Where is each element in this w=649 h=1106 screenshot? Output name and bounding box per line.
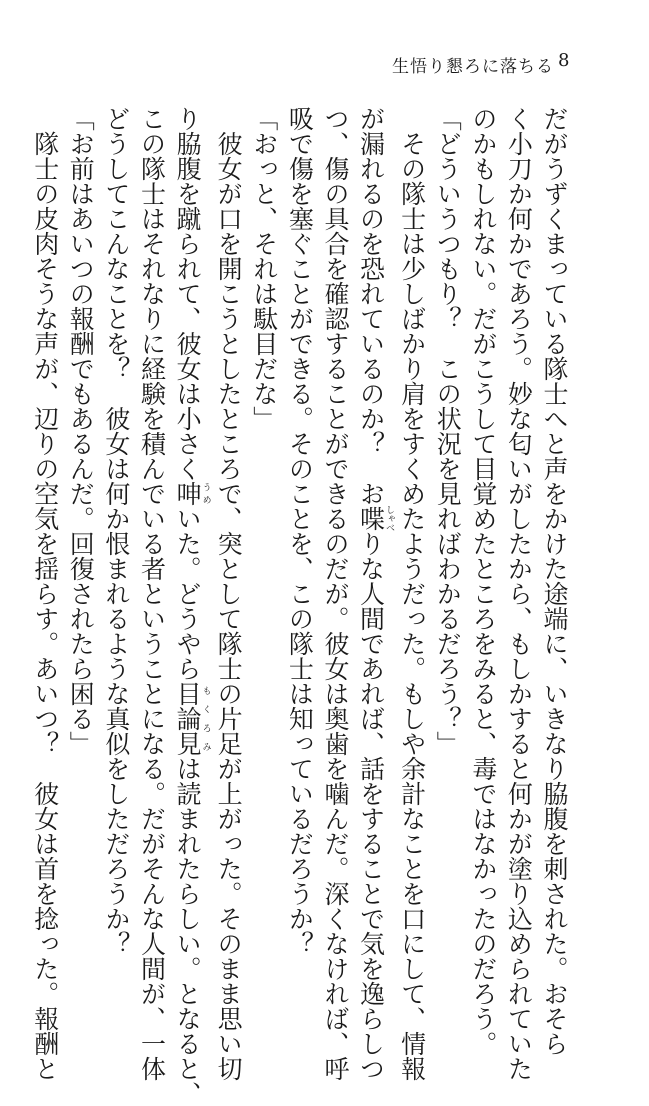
body-line: のかもしれない。だがこうして目覚めたところをみると、毒ではなかったのだろう。 [468, 106, 498, 1056]
ruby-reading: うめ [200, 481, 211, 506]
body-line-segment: が漏れるのを恐れているのか？ お [356, 106, 386, 506]
body-line: 「おっと、それは駄目だな」 [249, 106, 279, 431]
running-header [0, 50, 649, 80]
body-line: だがうずくまっている隊士へと声をかけた途端に、いきなり脇腹を刺された。おそら [540, 106, 569, 1056]
body-line: その隊士は少しばかり肩をすくめたようだった。もしや余計なことを口にして、情報 [397, 131, 427, 1081]
ruby-word: 目論見もくろみ [173, 681, 211, 756]
page-number: 8 [558, 50, 570, 71]
ruby-reading: もくろみ [200, 681, 211, 756]
body-line: 「お前はあいつの報酬でもあるんだ。回復されたら困る」 [66, 106, 96, 756]
body-line: く小刀か何かであろう。妙な匂いがしたから、もしかすると何かが塗り込められていた [504, 106, 534, 1081]
body-line-segment: は読まれたらしい。となると、 [173, 756, 203, 1106]
body-line: この隊士はそれなりに経験を積んでいる者ということになる。だがそんな人間が、一体 [137, 106, 167, 1081]
body-text [30, 106, 572, 1106]
body-line-segment: りな人間であれば、話をすることで気を逸らしつ [356, 531, 386, 1081]
body-line: 吸で傷を塞ぐことができる。そのことを、この隊士は知っているだろうか？ [285, 106, 315, 956]
body-line: つ、傷の具合を確認することができるのだが。彼女は奥歯を噛んだ。深くなければ、呼 [320, 106, 350, 1081]
body-line-with-ruby [353, 106, 395, 1081]
body-line: 隊士の皮肉そうな声が、辺りの空気を揺らす。あいつ？ 彼女は首を捻った。報酬と [30, 131, 60, 1081]
book-title: 生悟り懇ろに落ちる [392, 57, 554, 77]
ruby-word: 呻うめ [173, 481, 211, 506]
body-line: 「どういうつもり？ この状況を見ればわかるだろう？」 [433, 106, 463, 756]
body-line-with-ruby [169, 106, 211, 1106]
ruby-word: 喋しゃべ [356, 505, 395, 532]
body-line: 彼女が口を開こうとしたところで、突として隊士の片足が上がった。そのまま思い切 [214, 131, 244, 1081]
body-line-segment: いた。どうやら [173, 506, 203, 681]
body-line-segment: り脇腹を蹴られて、彼女は小さく [173, 106, 203, 481]
ruby-reading: しゃべ [384, 505, 395, 532]
body-line: どうしてこんなことを？ 彼女は何か恨まれるような真似をしただろうか？ [101, 106, 131, 956]
